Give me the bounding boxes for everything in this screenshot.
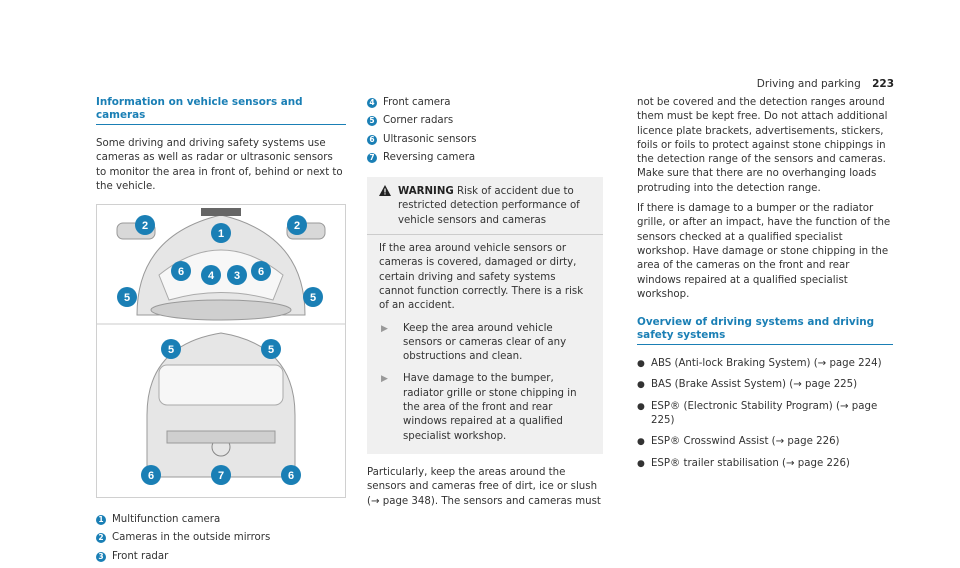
list-item-text: ESP® Crosswind Assist (→ page 226) xyxy=(651,436,840,448)
warning-triangle-icon xyxy=(379,185,391,228)
callout-label-6d: 6 xyxy=(287,470,295,483)
callout-label-6c: 6 xyxy=(147,470,155,483)
callout-label-5a: 5 xyxy=(123,292,131,305)
callout-label-7: 7 xyxy=(217,470,225,483)
vehicle-sensor-svg xyxy=(97,205,345,497)
triangle-right-icon: ▶ xyxy=(381,374,388,385)
callout-label-3: 3 xyxy=(233,270,241,283)
warning-step-text: Have damage to the bumper, radiator grille or stone chipping in the area of the front and rear windows repaired at a qualified specialist workshop. xyxy=(403,373,577,442)
legend-item xyxy=(367,96,603,110)
legend-list xyxy=(96,513,346,564)
warning-step xyxy=(379,372,593,443)
legend-item xyxy=(367,151,603,165)
intro-paragraph: Some driving and driving safety systems use cameras as well as radar or ultrasonic sensors to monitor the area in front of, behind or next to the vehicle. xyxy=(96,138,343,192)
legend-label: Multifunction camera xyxy=(112,514,221,526)
callout-label-6b: 6 xyxy=(257,266,265,279)
list-item[interactable]: ● ABS (Anti-lock Braking System) (→ page 224) xyxy=(637,357,893,371)
callout-label-5d: 5 xyxy=(267,344,275,357)
legend-label: Ultrasonic sensors xyxy=(383,133,477,145)
column-middle xyxy=(367,96,603,515)
paragraph-1: not be covered and the detection ranges around them must be kept free. Do not attach additional licence plate brackets, advertisements, stickers, foils or foils to protect against stone chippings in the detection range of the sensors and cameras. Make sure that there are no overhanging loads protruding into the detection range. xyxy=(637,97,888,194)
page-header xyxy=(757,78,894,90)
legend-badge: 7 xyxy=(367,153,377,163)
callout-label-4: 4 xyxy=(207,270,215,283)
list-item-text: BAS (Brake Assist System) (→ page 225) xyxy=(651,379,858,391)
warning-subtitle: Risk of accident due to restricted detection performance of vehicle sensors and cameras xyxy=(398,186,580,226)
legend-item xyxy=(96,513,346,527)
warning-divider xyxy=(367,234,603,235)
list-item-text: ABS (Anti-lock Braking System) (→ page 224) xyxy=(651,358,882,370)
callout-label-5b: 5 xyxy=(309,292,317,305)
page-number: 223 xyxy=(872,78,894,90)
callout-label-6a: 6 xyxy=(177,266,185,279)
warning-body: If the area around vehicle sensors or cameras is covered, damaged or dirty, certain driving and safety systems cannot function correctly. There is a risk of an accident. xyxy=(379,243,584,312)
callout-label-2a: 2 xyxy=(141,220,149,233)
legend-label: Reversing camera xyxy=(383,151,476,163)
warning-step-text: Keep the area around vehicle sensors or cameras clear of any obstructions and clean. xyxy=(403,322,567,363)
legend-label: Corner radars xyxy=(383,115,454,127)
section-title: Driving and parking xyxy=(756,78,861,90)
legend-badge: 1 xyxy=(96,515,106,525)
legend-label: Cameras in the outside mirrors xyxy=(112,532,271,544)
warning-step xyxy=(379,322,593,365)
legend-item xyxy=(367,133,603,147)
triangle-right-icon: ▶ xyxy=(381,323,388,334)
callout-label-5c: 5 xyxy=(167,344,175,357)
section-heading-sensors: Information on vehicle sensors and cameras xyxy=(96,96,346,125)
system-list xyxy=(637,357,893,471)
warning-title-row xyxy=(379,185,593,228)
callout-label-2b: 2 xyxy=(293,220,301,233)
legend-label: Front radar xyxy=(112,550,169,562)
legend-badge: 2 xyxy=(96,533,106,543)
legend-item xyxy=(96,550,346,564)
legend-badge: 3 xyxy=(96,552,106,562)
callout-label-1: 1 xyxy=(217,228,225,241)
column-right xyxy=(637,96,893,478)
list-item-text: ESP® (Electronic Stability Program) (→ page 225) xyxy=(651,400,878,427)
after-warning-paragraph: Particularly, keep the areas around the sensors and cameras free of dirt, ice or slush (→ page 348). The sensors and cameras must xyxy=(367,466,601,507)
list-item[interactable]: ● ESP® Crosswind Assist (→ page 226) xyxy=(637,435,893,449)
vehicle-sensor-diagram xyxy=(96,204,346,498)
list-item-text: ESP® trailer stabilisation (→ page 226) xyxy=(651,457,850,469)
column-left xyxy=(96,96,346,568)
list-item[interactable]: ● ESP® trailer stabilisation (→ page 226) xyxy=(637,457,893,471)
paragraph-2: If there is damage to a bumper or the radiator grille, or after an impact, have the function of the sensors checked at a qualified specialist workshop. Have damage or stone chipping in the area of the cameras on the front and rear windows repaired at a qualified specialist workshop. xyxy=(637,203,891,300)
legend-item xyxy=(367,114,603,128)
warning-heading: WARNING xyxy=(398,186,454,198)
legend-item xyxy=(96,531,346,545)
legend-badge: 6 xyxy=(367,135,377,145)
list-item[interactable]: ● ESP® (Electronic Stability Program) (→ page 225) xyxy=(637,400,893,429)
list-item[interactable]: ● BAS (Brake Assist System) (→ page 225) xyxy=(637,378,893,392)
section-heading-overview: Overview of driving systems and driving safety systems xyxy=(637,316,893,345)
legend-label: Front camera xyxy=(383,97,451,108)
warning-box xyxy=(367,177,603,454)
legend-badge: 5 xyxy=(367,116,377,126)
legend-badge: 4 xyxy=(367,98,377,108)
